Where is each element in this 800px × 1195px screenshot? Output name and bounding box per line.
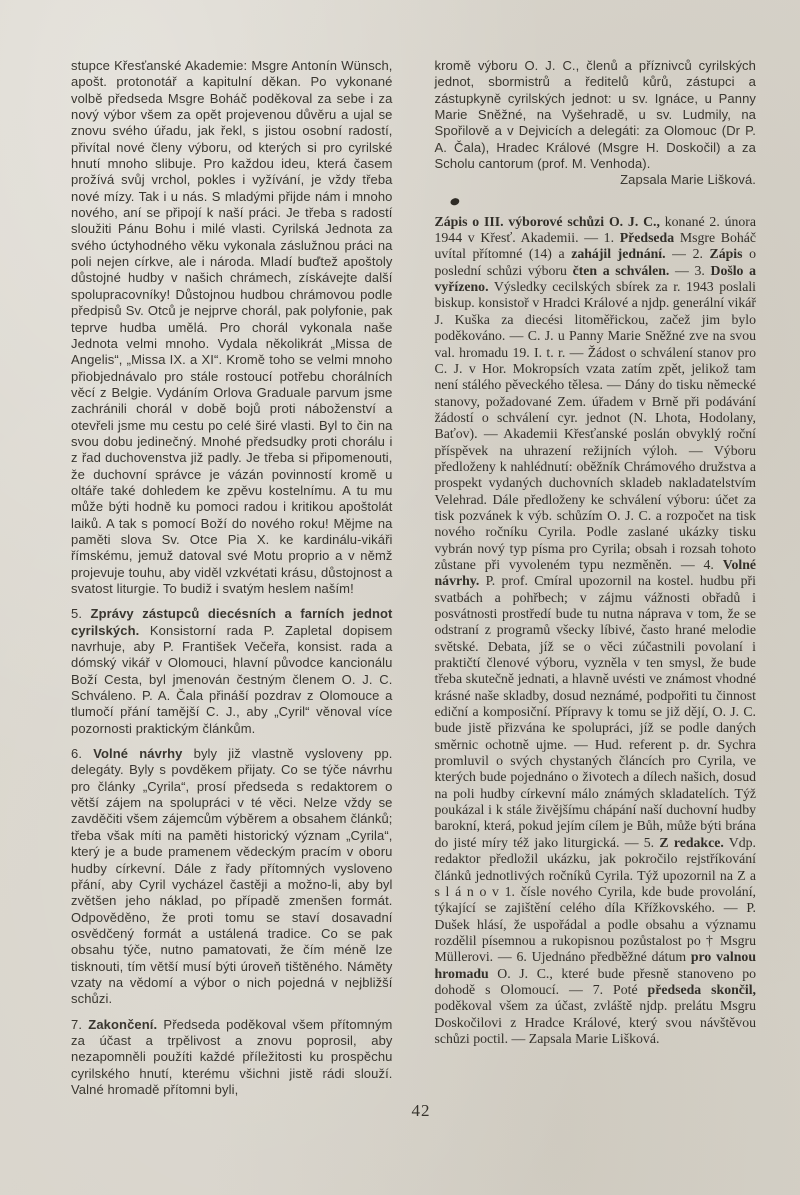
body-text: — 2. — [665, 246, 710, 262]
body-text: 5. — [71, 606, 91, 622]
bold-text: Z redakce. — [659, 834, 724, 850]
body-text: stupce Křesťanské Akademie: Msgre Antonín Wünsch, apošt. protonotář a kapitulní děkan. Po vykonané volbě předseda Msgre Boháč poděkoval za sebe i za nový výbor všem za opět projevenou důvěru a ujal se znovu svého úřadu, jak řekl, s jistou osobní radostí, přivítal nové členy výboru, od kterých si pro cyrilské hnutí mnoho slibuje. Pro každou ideu, která časem prožívá svůj vrchol, pokles i vyžívání, je vždy třeba nové mízy. Tak i u nás. S mladými přijde nám i mnoho nového, aní se připojí k naší práci. Je třeba s radostí sloužiti Pánu Bohu i milé vlasti. Cyrilská Jednota za svého úctyhodného věku vykonala záslužnou práci na poli nejen církve, ale i národa. Mladí buďtež apoštoly důstojné hudby v našich chrámech, získávejte další spolupracovníky! Důstojnou hudbou chrámovou podle předpisů Sv. Otců je nejprve chorál, pak polyfonie, pak teprve hudba umělá. Pro chorál vykonala naše Jednota velmi mnoho. Vydala několikrát „Missa de Angelis“, „Missa IX. a XI“. Kromě toho se velmi mnoho přiobjednávalo pro stále rostoucí potřebu chorálních věcí z Belgie. Vydáním Orlova Graduale parvum jsme zachránili chorál v době bojů proti náboženství a otevřeli jsme mu cestu po celé širé vlasti. Byl to čin na svou dobu jedinečný. Mnohé předsudky proti chorálu i z řad duchovenstva již padly. Je třeba si připomenouti, že duchovní správce je vázán povinností kromě u oltáře také dohledem ke zpěvu kostelnímu. A tu mu může býti hodně ku pomoci radou i kritikou apoštolát laiků. A tak s pomocí Boží do nového roku! Mějme na paměti slova Sv. Otce Pia X. ke kardinálu-vikáři římskému, jemuž datoval své Motu proprio a v němž projevuje touhu, aby viděl vzkvétati krásu, důstojnost a svatost liturgie. To budiž i svatým heslem naším! — [71, 58, 393, 596]
bullet-separator-icon: ● — [448, 195, 461, 209]
body-text: Konsistorní rada P. Zapletal dopisem navrhuje, aby P. František Večeřa, konsist. rada a dómský vikář v Olomouci, hlavní původce kancionálu Boží Cesta, byl jmenován čestným členem O. J. C. Schváleno. P. A. Čala přináší pozdrav z Olomouce a tlumočí přání tamější C. J., aby „Cyril“ věnoval více pozornosti praktickým článkům. — [71, 622, 393, 736]
body-text: poděkoval všem za účast, zvláště njdp. prelátu Msgru Doskočilovi z Hradce Králové, který svou návštěvou schůzi poctil. — Zapsala Marie Lišková. — [434, 998, 756, 1046]
bold-text: Volné návrhy — [93, 746, 183, 762]
paragraph — [435, 58, 757, 172]
bold-text: Předseda — [619, 230, 675, 246]
bold-text: Volné návrhy. — [434, 556, 756, 589]
paragraph — [71, 1017, 393, 1099]
bold-text: zahájil jednání. — [571, 246, 666, 262]
body-text: Předseda poděkoval všem přítomným za účast a trpělivost a znovu poprosil, aby nezapomněli použíti každé příležitosti ku prospěchu cyrilského hnutí, kterému všichni jistě rádi slouží. Valné hromadě přítomni byli, — [71, 1016, 393, 1097]
body-text: P. prof. Cmíral upozornil na kostel. hudbu při svatbách a pohřbech; v zájmu vážnosti obřadů i posvátnosti prostředí bude tu nutna náprava v tom, že se odstraní z programů všecky líbivé, často hrané melodie světské. Debata, jíž se o věci zúčastnili povolaní i praktičtí členové výboru, vyzněla v ten smysl, že bude třeba skutečně jednati, a hlavně uvésti ve známost vhodné krásné naše skladby, dosud neznámé, podpořiti tu činnost ediční a komposiční. Přípravy k tomu se již dějí, O. J. C. bude jistě přizvána ke spolupráci, jíž se podle daných směrnic ochotně ujme. — Hud. referent p. dr. Sychra promluvil o svých chystaných článcích pro Cyrila, ve kterých bude pojednáno o životech a dílech našich, dosud na poli hudby církevní málo známých skladatelích. Týž poukázal i k stále živějšímu chápání naší duchovní hudby barokní, která, pokud jejím cílem je Bůh, může býti brána do jisté míry též jako liturgická. — 5. — [434, 573, 756, 850]
paragraph — [71, 746, 393, 1008]
text-columns — [71, 58, 756, 1098]
right-column — [435, 58, 757, 1047]
bold-text: Zápis — [709, 246, 743, 262]
bold-text: předseda skončil, — [647, 981, 756, 997]
page-number: 42 — [411, 1101, 431, 1120]
bold-text: Zápis o III. výborové schůzi O. J. C., — [434, 213, 660, 229]
bold-text: pro valnou hromadu — [434, 949, 756, 981]
body-text: Vdp. redaktor předložil ukázku, jak pokročilo rejstříkování článků jednotlivých ročníků Cyrila. Týž upozornil na Z a s l á n o v 1. čísle nového Cyrila, kde bude provolání, týkající se zajištění celého díla Křížkovského. — P. Dušek hlásí, že uspořádal a podle obsahu a významu rozdělil písemnou a rukopisnou pozůstalost po † Msgru Müllerovi. — 6. Ujednáno předběžné dátum — [434, 834, 756, 965]
body-text: 7. — [71, 1016, 89, 1032]
body-text: O. J. C., které bude přesně stanoveno po dohodě s Olomoucí. — 7. Poté — [434, 965, 756, 997]
right-column-top — [435, 58, 757, 172]
bold-text: Došlo a vyřízeno. — [434, 262, 757, 295]
body-text: byly již vlastně vysloveny pp. delegáty. Byly s povděkem přijaty. Co se týče návrhu pro články „Cyrila“, prosí předseda s redaktorem o větší zájem na spolupráci v té věci. Nelze vždy se zavděčiti všem zájemcům výběrem a obsahem článků; třeba však míti na paměti historický význam „Cyrila“, který je a bude pramenem vědeckým pracím v oboru hudby církevní. Dále z řady přítomných vysloveno přání, aby Cyril vycházel častěji a možno-li, aby byl zvětšen jeho náklad, po případě zmenšen formát. Odpověděno, že proti tomu se staví dosavadní osvědčený formát a ustálená tradice. Co se pak obsahu týče, nutno pamatovati, že čím méně lze tisknouti, tím větší musí býti úroveň tištěného. Náměty vzaty na vědomí a výbor o nich pojedná v nejbližší schůzi. — [71, 746, 393, 1007]
body-text: 6. — [71, 746, 94, 762]
bold-text: čten a schválen. — [572, 262, 670, 278]
body-text: o poslední schůzi výboru — [434, 246, 756, 278]
bold-text: Zakončení. — [88, 1016, 158, 1032]
bold-text: Zprávy zástupců diecésních a farních jednot cyrilských. — [71, 606, 393, 638]
signature-line: Zapsala Marie Lišková. — [620, 172, 756, 188]
left-column — [71, 58, 393, 1098]
body-text: kromě výboru O. J. C., členů a příznivců cyrilských jednot, sbormistrů a ředitelů kůrů, zástupci a zástupkyně cyrilských jednot: u sv. Ignáce, u Panny Marie Sněžné, na Vyšehradě, u sv. Ludmily, na Spořilově a v Dejvicích a delegáti: za Olomouc (Dr P. A. Čala), Hradec Králové (Msgre H. Doskočil) a za Scholu cantorum (prof. M. Venhoda). — [434, 58, 756, 172]
separator — [435, 191, 757, 214]
body-text: konané 2. února 1944 v Křesť. Akademii. — 1. — [434, 213, 756, 246]
body-text: Výsledky cecilských sbírek za r. 1943 poslali biskup. konsistoř v Hradci Králové a njdp. generální vikář J. Kuška za diecési litoměřickou, začež jim bylo poděkováno. — C. J. u Panny Marie Sněžné zve na svou val. hromadu 19. I. t. r. — Žádost o schválení stanov pro C. J. v Hor. Mokropsích vzata zatím zpět, jelikož tam není stálého pěveckého tělesa. — Dány do tisku německé stanovy, požadované Zem. úřadem v Brně při podávání žádostí o schválení cyr. jednot (N. Lhota, Hodolany, Baťov). — Akademii Křesťanské poslán obvyklý roční příspěvek na uhrazení režijních výloh. — Výboru předloženy k nahlédnutí: oběžník Chrámového družstva a prospekt vydaných duchovních skladeb nakladatelstvím Velehrad. Dále předloženy ke schválení výboru: účet za tisk pozvánek k výb. schůzím O. J. C. a rozpočet na tisk nového ročníku Cyrila. Podle zaslané ukázky tisku vybrán nový typ písma pro Cyrila; obsah i rozsah tohoto zůstane při vyvoleném typu nezměněn. — 4. — [434, 279, 756, 572]
paragraph — [71, 58, 393, 597]
body-text: — 3. — [669, 262, 711, 278]
body-text: Msgre Boháč uvítal přítomné (14) a — [434, 230, 757, 262]
paragraph — [435, 214, 757, 1048]
paragraph — [71, 606, 393, 737]
right-column-bottom — [435, 214, 757, 1048]
